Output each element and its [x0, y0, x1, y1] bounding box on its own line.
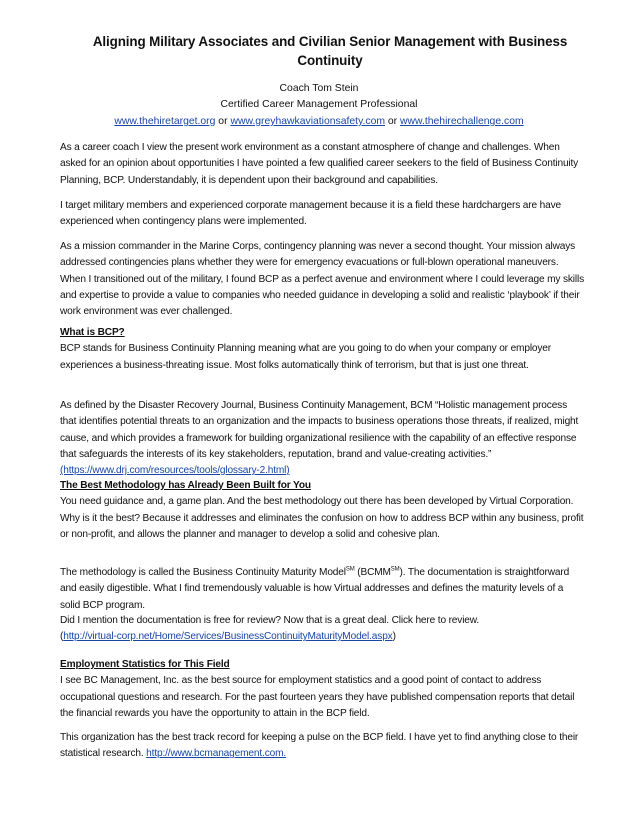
paragraph-bcmm	[60, 565, 585, 614]
bcmm-text-b: (BCMM	[354, 567, 391, 578]
service-mark: SM	[345, 566, 355, 573]
service-mark: SM	[390, 566, 400, 573]
link-thehiretarget[interactable]: www.thehiretarget.org	[114, 116, 216, 127]
link-bcmanagement[interactable]: http://www.bcmanagement.com.	[146, 748, 287, 760]
link-virtual-corp-bcmm[interactable]: http://virtual-corp.net/Home/Services/BusinessContinuityMaturityModel.aspx	[63, 631, 393, 643]
link-greyhawk[interactable]: www.greyhawkaviationsafety.com	[230, 116, 386, 127]
paren-close: )	[392, 631, 396, 643]
paragraph-drj-definition	[60, 398, 585, 479]
paragraph-free-review	[60, 613, 585, 646]
track-record-text: This organization has the best track record for keeping a pulse on the BCP field. I have yet to find anything close to their statistical research.	[60, 732, 579, 760]
author-credential: Certified Career Management Professional	[220, 99, 418, 110]
paragraph-mission: As a mission commander in the Marine Corps, contingency planning was never a second thought. Your mission always addressed contingencies plans whether they were for emergency evacuations or full-blown operational maneuvers. When I transitioned out of the military, I found BCP as a perfect avenue and environment where I could leverage my skills and expertise to provide a value to companies who needed guidance in developing a solid and realistic ‘playbook’ if their work environment was ever challenged.	[60, 241, 585, 317]
paragraph-bcp-definition: BCP stands for Business Continuity Planning meaning what are you going to do when your company or employer experiences a business-threating issue. Most folks automatically think of terrorism, but that is just one threat.	[60, 343, 552, 371]
link-thehirechallenge[interactable]: www.thehirechallenge.com	[400, 116, 524, 127]
drj-quote: As defined by the Disaster Recovery Journal, Business Continuity Management, BCM “Holistic management process that identifies potential threats to an organization and the impacts to business operations those threats, if realized, might cause, and which provides a framework for building organizational resilience with the capability of an effective response that safeguards the interests of its key stakeholders, reputation, brand and value-creating activities.”	[60, 400, 579, 460]
paragraph-target: I target military members and experienced corporate management because it is a field these hardchargers are have experienced when contingency plans were implemented.	[60, 200, 561, 228]
heading-best-methodology: The Best Methodology has Already Been Built for You	[60, 480, 311, 491]
author-name: Coach Tom Stein	[279, 83, 359, 94]
link-drj-glossary[interactable]: (https://www.drj.com/resources/tools/glossary-2.html)	[60, 465, 290, 476]
bcmm-text-a: The methodology is called the Business Continuity Maturity Model	[60, 567, 346, 578]
section-employment-statistics	[60, 657, 585, 722]
section-what-is-bcp	[60, 325, 585, 374]
heading-what-is-bcp: What is BCP?	[60, 327, 125, 338]
section-best-methodology	[60, 478, 585, 543]
free-review-text: Did I mention the documentation is free for review? Now that is a great deal. Click here to review.	[60, 615, 480, 626]
bcmm-text-c: ). The documentation is straightforward and easily digestible. What I find tremendously valuable is how Virtual addresses and defines the maturity levels of a solid BCP program.	[60, 567, 570, 611]
website-links	[0, 114, 638, 130]
heading-employment-statistics: Employment Statistics for This Field	[60, 659, 230, 670]
bcmm-link-line	[60, 629, 585, 645]
links-separator: or	[215, 116, 231, 127]
paragraph-intro: As a career coach I view the present work environment as a constant atmosphere of change and challenges. When asked for an opinion about opportunities I have pointed a few qualified career seekers to the field of Business Continuity Planning, BCP. Understandably, it is dependent upon their background and capabilities.	[60, 142, 579, 186]
document-title: Aligning Military Associates and Civilian Senior Management with Business Continuity	[92, 34, 568, 68]
paragraph-bc-management: I see BC Management, Inc. as the best source for employment statistics and a good point of contact to address occupational questions and research. For the past fourteen years they have published compensation reports that detail the financial rewards you have the opportunity to attain in the BCP field.	[60, 675, 575, 719]
paren-open: (	[60, 631, 64, 643]
paragraph-methodology: You need guidance and, a game plan. And the best methodology out there has been developed by Virtual Corporation. Why is it the best? Because it addresses and eliminates the confusion on how to address BCP within any business, profit or non-profit, and allows the planner and manager to develop a solid and cohesive plan.	[60, 496, 584, 540]
links-separator: or	[385, 116, 401, 127]
paragraph-track-record	[60, 730, 585, 763]
